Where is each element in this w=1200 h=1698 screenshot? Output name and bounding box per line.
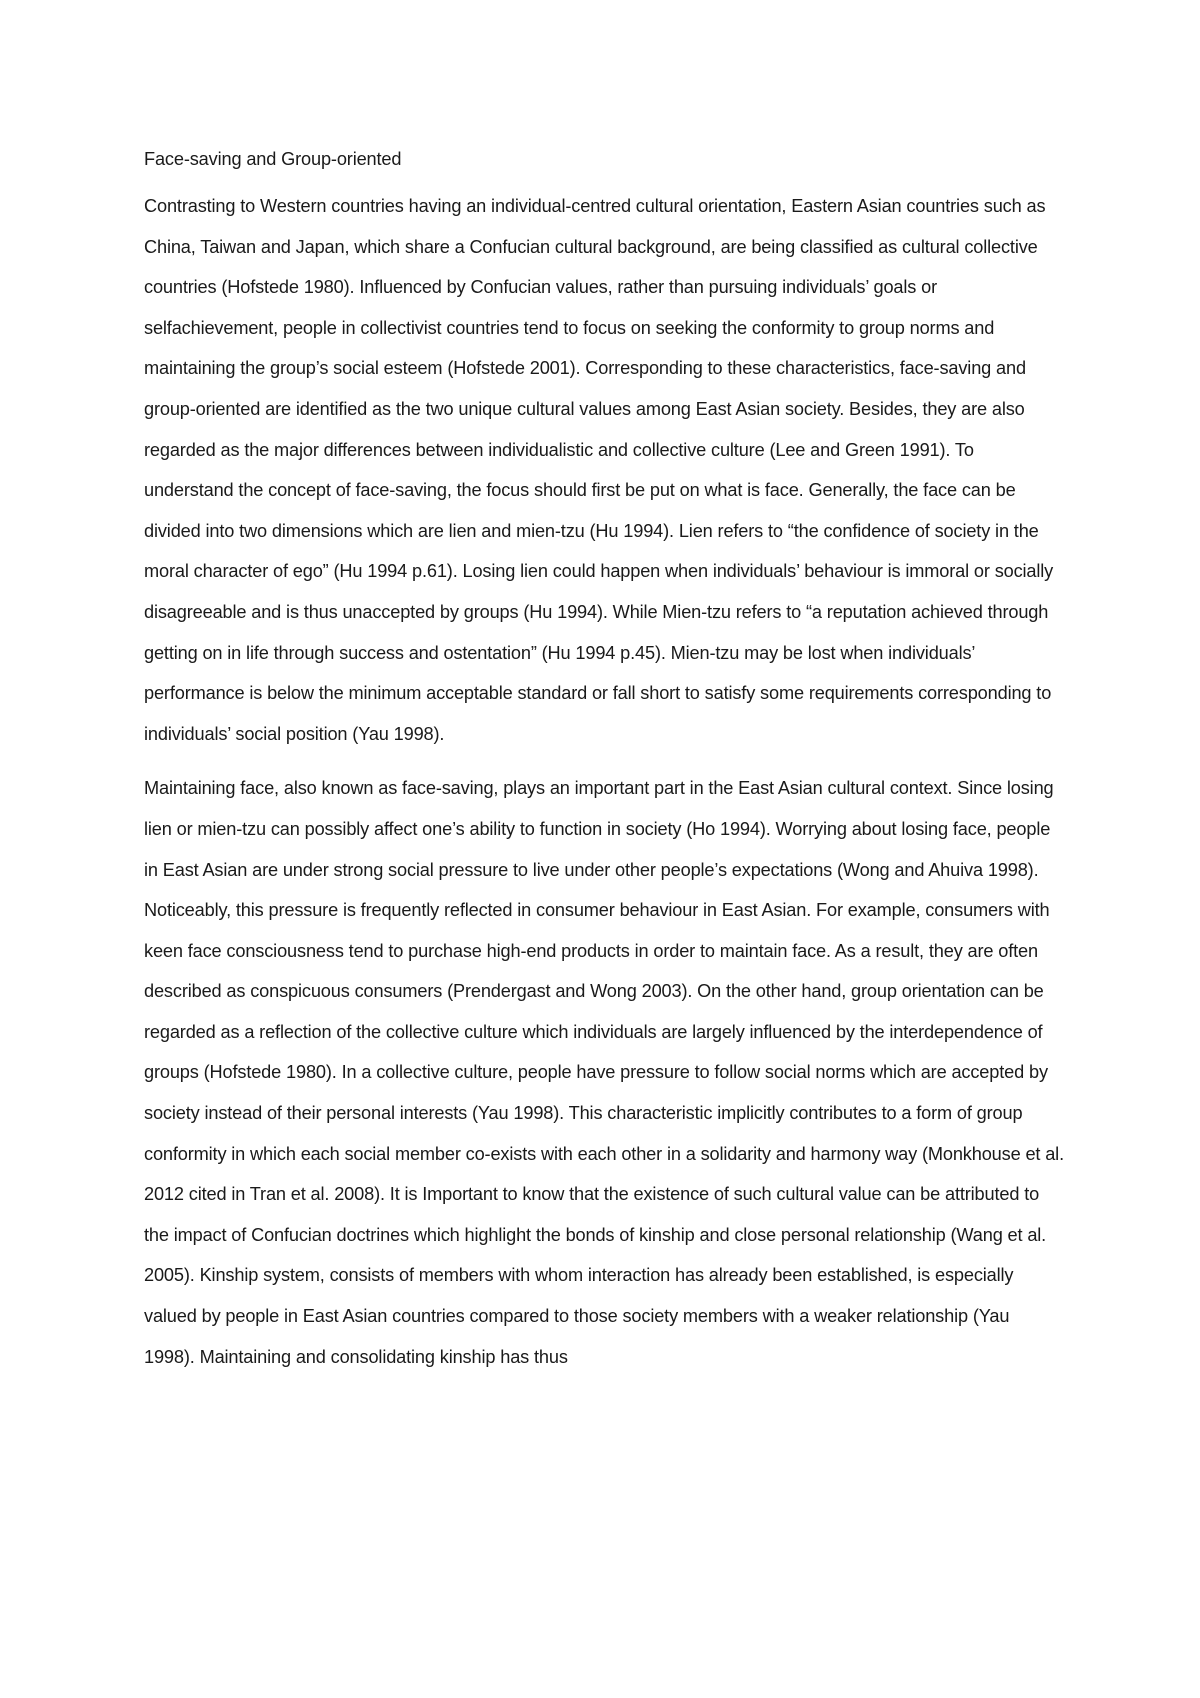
paragraph-2: Maintaining face, also known as face-saving, plays an important part in the East Asian cultural context. Since losing lien or mien-tzu can possibly affect one’s ability to function in society (Ho 1994). Worrying about losing face, people in East Asian are under strong social pressure to live under other people’s expectations (Wong and Ahuiva 1998). Noticeably, this pressure is frequently reflected in consumer behaviour in East Asian. For example, consumers with keen face consciousness tend to purchase high-end products in order to maintain face. As a result, they are often described as conspicuous consumers (Prendergast and Wong 2003). On the other hand, group orientation can be regarded as a reflection of the collective culture which individuals are largely influenced by the interdependence of groups (Hofstede 1980). In a collective culture, people have pressure to follow social norms which are accepted by society instead of their personal interests (Yau 1998). This characteristic implicitly contributes to a form of group conformity in which each social member co-exists with each other in a solidarity and harmony way (Monkhouse et al. 2012 cited in Tran et al. 2008). It is Important to know that the existence of such cultural value can be attributed to the impact of Confucian doctrines which highlight the bonds of kinship and close personal relationship (Wang et al. 2005). Kinship system, consists of members with whom interaction has already been established, is especially valued by people in East Asian countries compared to those society members with a weaker relationship (Yau 1998). Maintaining and consolidating kinship has thus <box>144 778 1064 1367</box>
paragraph-1: Contrasting to Western countries having an individual-centred cultural orientation, Eastern Asian countries such as China, Taiwan and Japan, which share a Confucian cultural background, are being classified as cultural collective countries (Hofstede 1980). Influenced by Confucian values, rather than pursuing individuals’ goals or selfachievement, people in collectivist countries tend to focus on seeking the conformity to group norms and maintaining the group’s social esteem (Hofstede 2001). Corresponding to these characteristics, face-saving and group-oriented are identified as the two unique cultural values among East Asian society. Besides, they are also regarded as the major differences between individualistic and collective culture (Lee and Green 1991). To understand the concept of face-saving, the focus should first be put on what is face. Generally, the face can be divided into two dimensions which are lien and mien-tzu (Hu 1994). Lien refers to “the confidence of society in the moral character of ego” (Hu 1994 p.61). Losing lien could happen when individuals’ behaviour is immoral or socially disagreeable and is thus unaccepted by groups (Hu 1994). While Mien-tzu refers to “a reputation achieved through getting on in life through success and ostentation” (Hu 1994 p.45). Mien-tzu may be lost when individuals’ performance is below the minimum acceptable standard or fall short to satisfy some requirements corresponding to individuals’ social position (Yau 1998). <box>144 196 1054 744</box>
section-heading: Face-saving and Group-oriented <box>144 149 402 169</box>
document-body <box>144 144 1064 1377</box>
